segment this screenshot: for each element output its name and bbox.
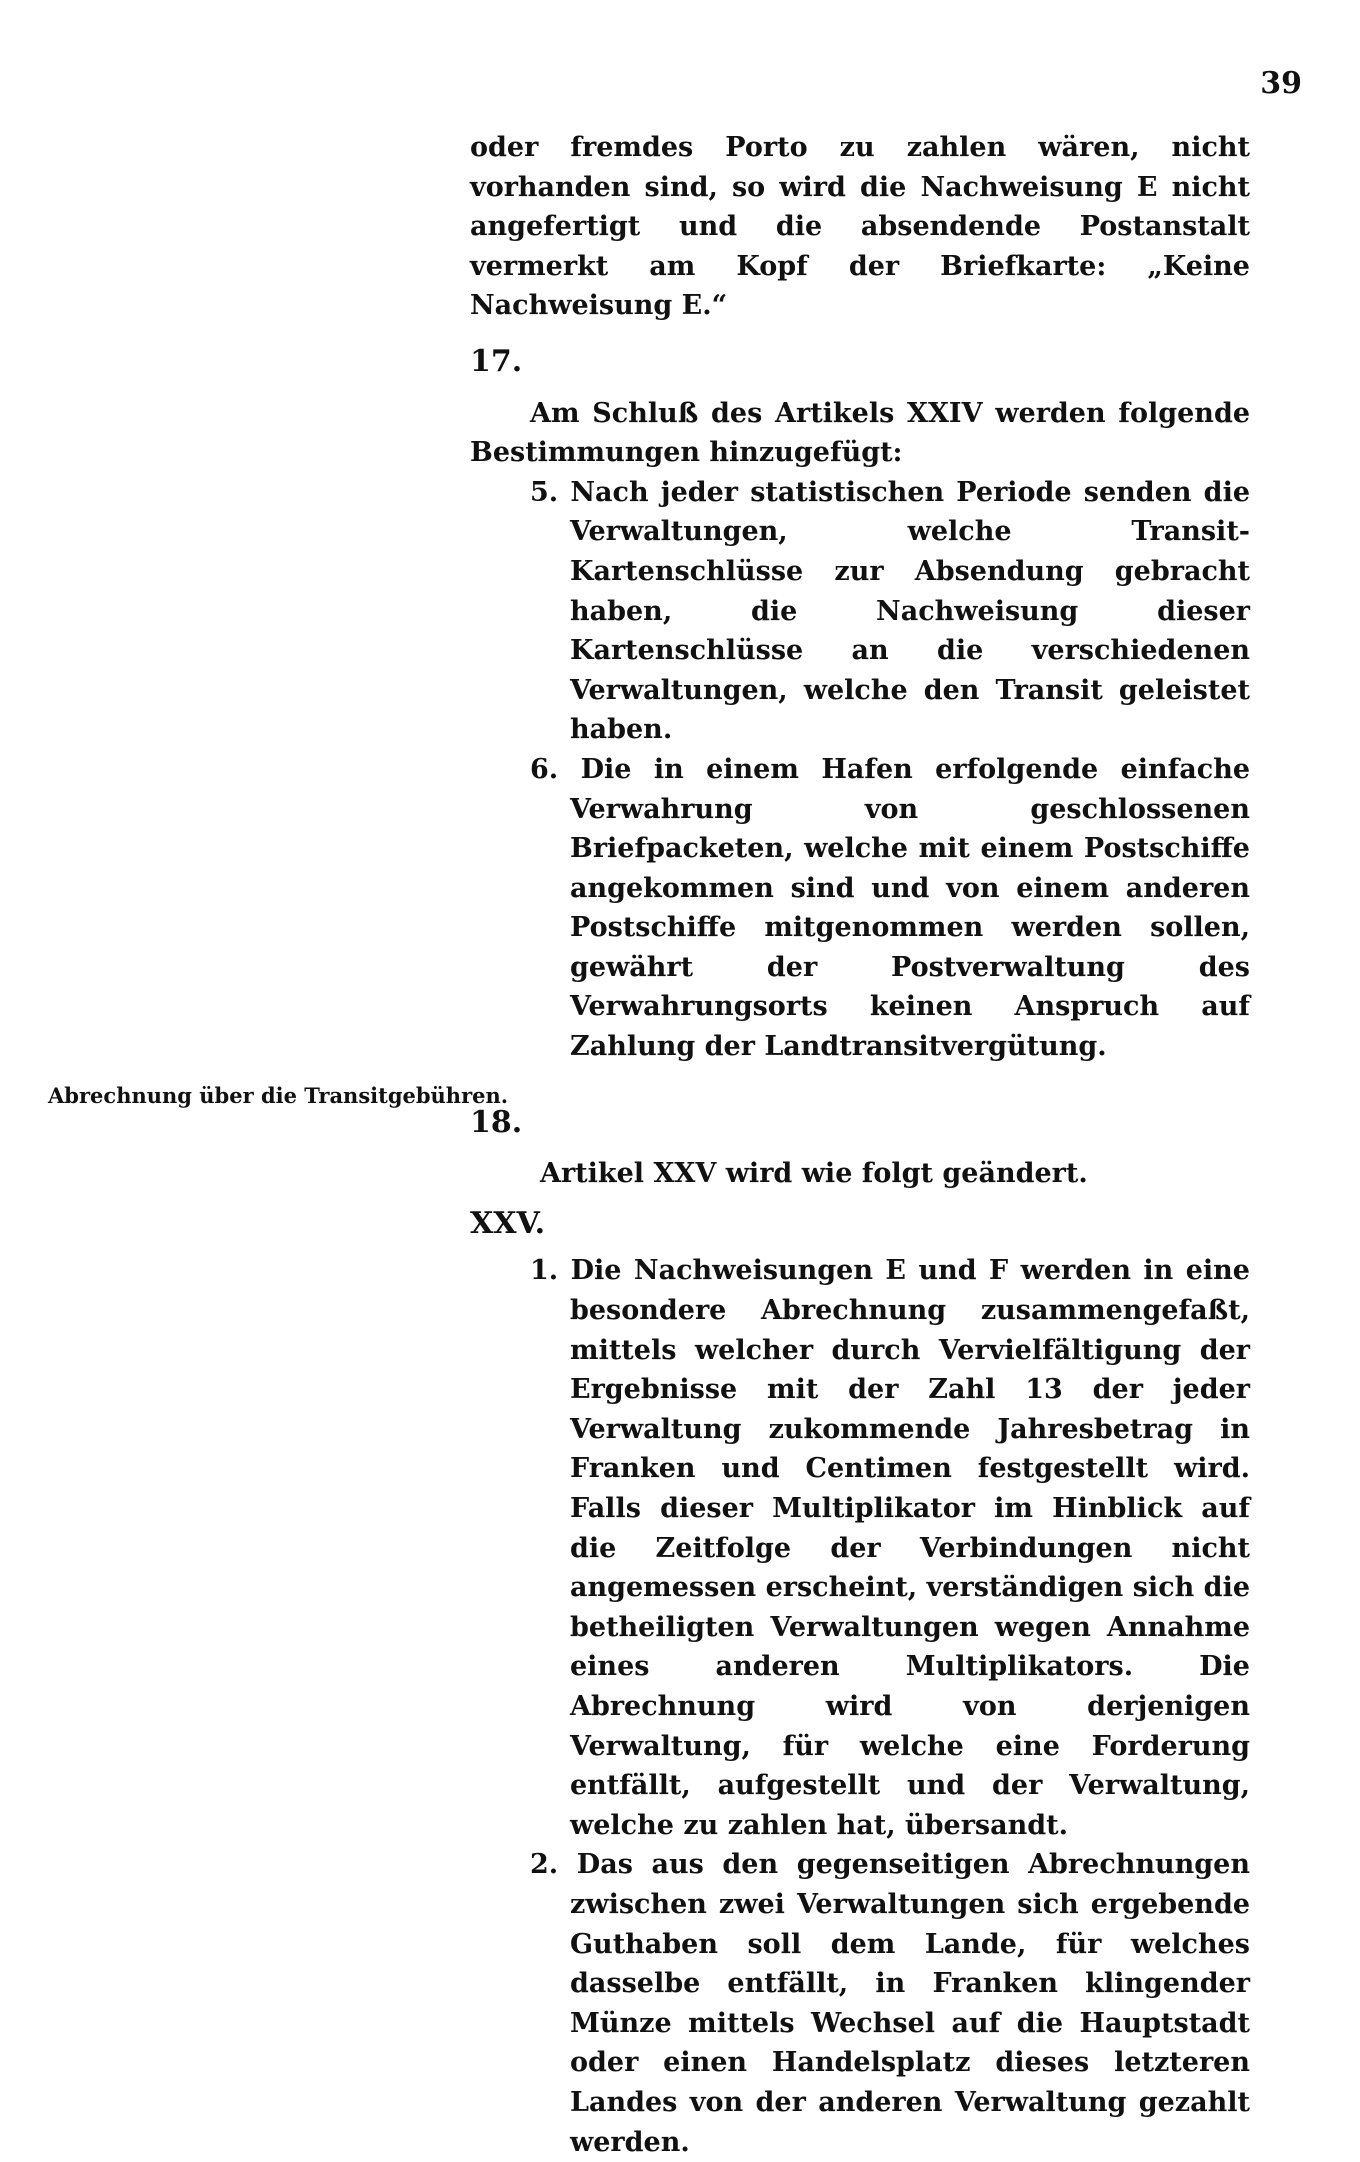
- text-column: [470, 128, 1250, 2162]
- article-heading-xxv: XXV.: [470, 1205, 546, 1241]
- list-item-1: 1. Die Nachweisungen E und F werden in eine besondere Abrechnung zusammengefaßt, mittels welcher durch Vervielfältigung der Ergebnisse mit der Zahl 13 der jeder Verwaltung zukommende Jahresbetrag in Franken und Centimen festgestellt wird. Falls dieser Multiplikator im Hinblick auf die Zeitfolge der Verbindungen nicht angemessen erscheint, verständigen sich die betheiligten Verwaltungen wegen Annahme eines anderen Multiplikators. Die Abrechnung wird von derjenigen Verwaltung, für welche eine Forderung entfällt, aufgestellt und der Verwaltung, welche zu zahlen hat, übersandt.: [530, 1255, 1250, 1841]
- list-item-2: 2. Das aus den gegenseitigen Abrechnungen zwischen zwei Verwaltungen sich ergebende Guthaben soll dem Lande, für welches dasselbe entfällt, in Franken klingender Münze mittels Wechsel auf die Hauptstadt oder einen Handelsplatz dieses letzteren Landes von der anderen Verwaltung gezahlt werden.: [530, 1849, 1250, 2158]
- paragraph-continuation: oder fremdes Porto zu zahlen wären, nicht vorhanden sind, so wird die Nachweisung E nicht angefertigt und die absendende Postanstalt vermerkt am Kopf der Briefkarte: „Keine Nachweisung E.“: [470, 132, 1250, 322]
- margin-note: Abrechnung über die Transitgebühren.: [48, 1083, 509, 1108]
- paragraph-18-intro: Artikel XXV wird wie folgt geändert.: [540, 1158, 1088, 1190]
- paragraph-17-intro: Am Schluß des Artikels XXIV werden folgende Bestimmungen hinzugefügt:: [470, 397, 1250, 469]
- section-heading-18: 18.: [470, 1104, 523, 1140]
- page-number: 39: [1260, 66, 1302, 101]
- list-item-5: 5. Nach jeder statistischen Periode senden die Verwaltungen, welche Transit-Kartenschlüsse zur Absendung gebracht haben, die Nachweisung dieser Kartenschlüsse an die verschiedenen Verwaltungen, welche den Transit geleistet haben.: [530, 476, 1250, 746]
- section-heading-17: 17.: [470, 343, 523, 379]
- list-item-6: 6. Die in einem Hafen erfolgende einfache Verwahrung von geschlossenen Briefpacketen, welche mit einem Postschiffe angekommen sind und von einem anderen Postschiffe mitgenommen werden sollen, gewährt der Postverwaltung des Verwahrungsorts keinen Anspruch auf Zahlung der Landtransitvergütung.: [530, 753, 1250, 1063]
